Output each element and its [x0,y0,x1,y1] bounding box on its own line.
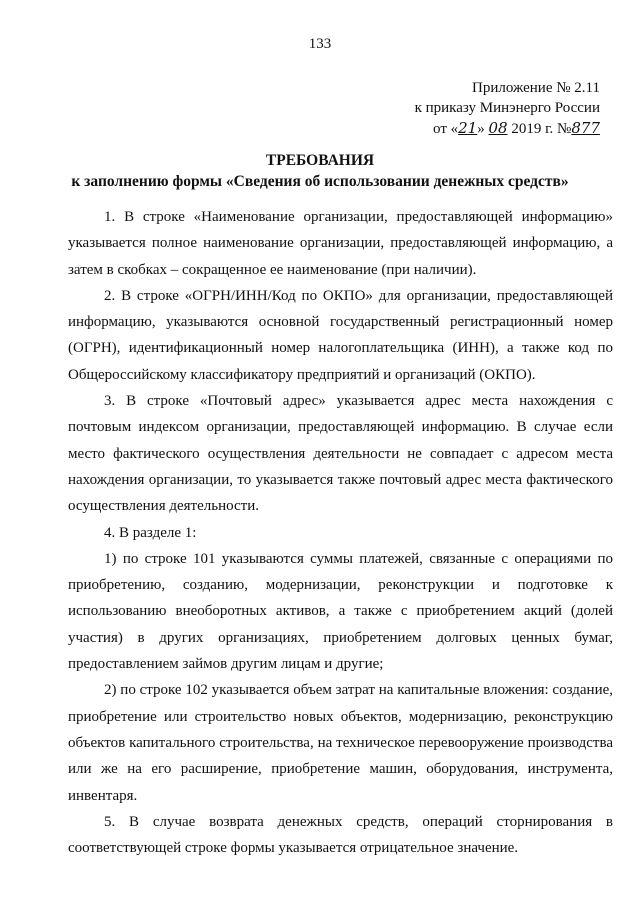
date-day: 21 [458,119,478,137]
paragraph: 2) по строке 102 указывается объем затрат на капитальные вложения: создание, приобретение или строительство новых объектов, модернизацию, реконструкцию объектов капитального строительства, на техническое перевооружение производства или же на его расширение, приобретение машин, оборудования, инструмента, инвентаря. [68,682,613,804]
paragraph: 1) по строке 101 указываются суммы платежей, связанные с операциями по приобретению, созданию, модернизации, реконструкции и подготовке к использованию внеоборотных активов, а также с приобретением акций (долей участия) в других организациях, приобретением долговых ценных бумаг, предоставлением займов другим лицам и другие; [68,550,613,673]
date-month: 08 [488,119,508,137]
document-title [0,150,640,192]
appendix-line-1: Приложение № 2.11 [471,80,600,96]
appendix-header [370,78,600,139]
appendix-line-2: к приказу Минэнерго России [414,100,600,116]
date-prefix: от « [433,121,459,137]
date-year: 2019 г. № [507,121,572,137]
date-separator: » [477,121,489,137]
title-line-1: ТРЕБОВАНИЯ [265,152,375,169]
paragraph: 3. В строке «Почтовый адрес» указывается адрес места нахождения с почтовым индексом организации, предоставляющей информацию. В случае если место фактического осуществления деятельности не совпадает с адресом места нахождения организации, то указывается также почтовый адрес места фактического осуществления деятельности. [68,393,613,515]
appendix-date-line [370,118,600,139]
page-number: 133 [308,36,332,52]
paragraph: 4. В разделе 1: [104,524,197,541]
paragraph: 5. В случае возврата денежных средств, операций сторнирования в соответствующей строке формы указывается отрицательное значение. [68,813,613,857]
paragraph: 1. В строке «Наименование организации, предоставляющей информацию» указывается полное наименование организации, предоставляющей информацию, а затем в скобках – сокращенное ее наименование (при наличии). [68,209,613,278]
title-line-2: к заполнению формы «Сведения об использовании денежных средств» [71,173,569,190]
paragraph: 2. В строке «ОГРН/ИНН/Код по ОКПО» для организации, предоставляющей информацию, указываются основной государственный регистрационный номер (ОГРН), идентификационный номер налогоплательщика (ИНН), а также код по Общероссийскому классификатору предприятий и организаций (ОКПО). [68,287,613,383]
order-number: 877 [571,119,600,137]
document-body [68,204,613,861]
